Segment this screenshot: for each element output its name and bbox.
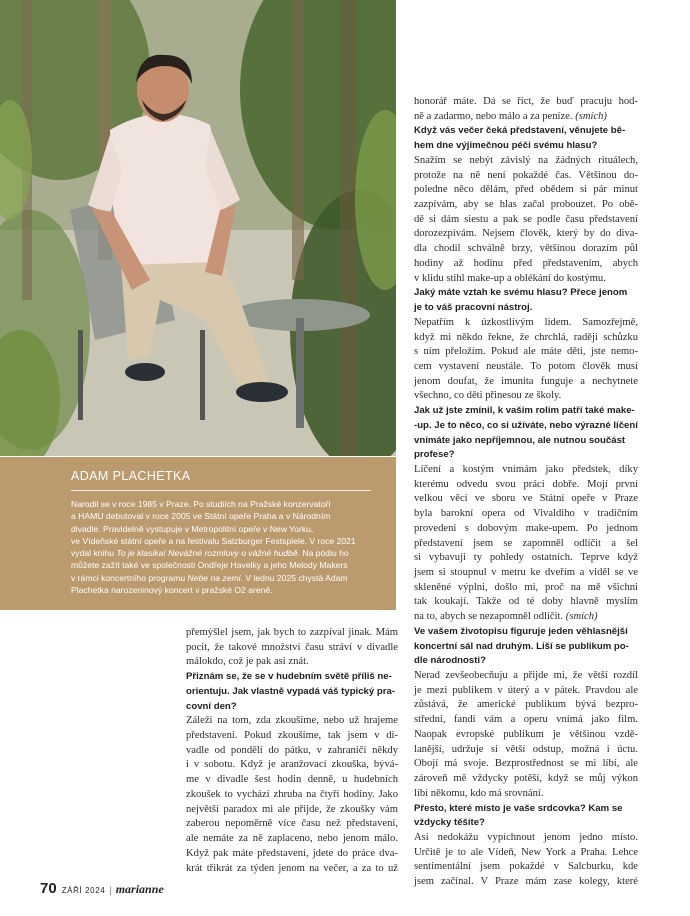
answer-line: Líčení a kostým vnímám jako předstek, díky: [414, 463, 638, 475]
answer-line: když mi někdo řekne, že chrchlá, raději schůzku: [414, 331, 638, 343]
answer-line: Naopak evropské publikum je většinou vzdě-: [414, 728, 638, 740]
question-line: dle národnosti?: [414, 655, 486, 667]
answer-line: zároveň mě vždycky potěší, když se můj výkon: [414, 773, 638, 785]
answer-line: hodiny až hodinu před představením, abych: [414, 257, 638, 269]
answer-line: provedení s dobovým make-upem. Po jednom: [414, 522, 638, 534]
question-line: profese?: [414, 449, 455, 461]
question-line: vnímáte jako nepříjemnou, ale nutnou součást: [414, 434, 626, 446]
answer-line: představení. Pokud zkoušíme, tak jsem v di-: [186, 730, 398, 742]
answer-line: Snažím se nebýt závislý na žádných rituálech,: [414, 154, 638, 166]
answer-line: představení jsem se zapomněl odlíčit a šel: [414, 537, 638, 549]
bio-text: [71, 498, 380, 596]
answer-line: Nerad zevšeobecňuju a přijde mi, že větší rozdíl: [414, 670, 638, 682]
page-number: 70: [40, 880, 57, 897]
answer-line: sentimentální jsem pokaždé v Salcburku, kde: [414, 861, 638, 873]
answer-line: největší paradox mi ale přijde, že zkoušky vám: [186, 803, 398, 815]
answer-line: ale nemáte za ně zaplaceno, nebo jenom málo.: [186, 833, 398, 845]
question-line: vždycky těšíte?: [414, 817, 485, 829]
page-footer: [40, 880, 164, 900]
issue-date: ZÁŘÍ 2024: [61, 886, 106, 895]
answer-line: dě si dám siestu a pak se podle času představení: [414, 213, 638, 225]
answer-line: je mezi publikem v úterý a v pátek. Pravdou ale: [414, 684, 638, 696]
bio-line: a HAMU debutoval v roce 2005 ve Státní opeře Praha a v Národním: [71, 511, 331, 522]
magazine-logo: marianne: [115, 882, 164, 896]
answer-line: cem vystavení neustále. To potom člověk musí: [414, 360, 638, 372]
answer-line: poledne něco dělám, před obědem si pár minut: [414, 184, 638, 196]
answer-line: jsem si stoupnul v metru ke dveřím a viděl se ve: [414, 567, 638, 578]
answer-line: jenom doufat, že imunita funguje a nechytnete: [414, 375, 638, 387]
question-line: Jak už jste zmínil, k vašim rolím patří také make-: [414, 405, 635, 417]
answer-line: Záleží na tom, zda zkoušíme, nebo už hrajeme: [186, 715, 398, 727]
answer-line: s ním přeložím. Pokud ale máte děti, jste nemo-: [414, 346, 638, 358]
answer-line: vadle od pondělí do pátku, v zahraničí někdy: [186, 744, 398, 756]
answer-line: i v sobotu. Když je aranžovací zkouška, bývá-: [186, 759, 398, 771]
answer-line: jsem začínal. V Praze mám zase kolegy, které: [414, 876, 638, 888]
bio-line: Narodil se v roce 1985 v Praze. Po studiích na Pražské konzervatoři: [71, 499, 331, 509]
answer-line: ně a zadarmo, nebo málo a za peníze. (smích): [414, 110, 607, 122]
answer-line: Obojí má svoje. Bezprostřednost se mi líbí, ale: [414, 758, 638, 770]
bio-box: [0, 457, 396, 610]
answer-line: málokdo, což je pak asi znát.: [186, 656, 309, 668]
question-line: koncertní sál nad druhým. Liší se publikum po-: [414, 640, 629, 652]
answer-line: líbí někomu, kdo má srovnání.: [414, 787, 544, 799]
bio-line: můžete zažít také ve společnosti Ondřeje Havelky a jeho Melody Makers: [71, 560, 348, 571]
question-line: Jaký máte vztah ke svému hlasu? Přece jenom: [414, 287, 628, 299]
question-line: covní den?: [186, 700, 237, 712]
answer-line: byla barokní opera od Vivaldiho v tradičním: [414, 508, 638, 520]
answer-line: Nepatřím k úzkostlivým lidem. Samozřejmě,: [414, 316, 638, 328]
question-line: hem dne výjimečnou péči svému hlasu?: [414, 140, 598, 152]
answer-line: velkou věcí ve sboru ve Státní opeře v Praze: [414, 493, 638, 505]
bio-line: Plachetka narozeninový koncert v pražské O2 areně.: [71, 585, 273, 596]
answer-line: kterému odvedu svou práci dobře. Mojí první: [414, 478, 638, 490]
answer-line: pocit, že takové množství času stráví v divadle: [186, 641, 398, 653]
answer-line: přemýšlel jsem, jak bych to zazpíval jinak. Mám: [186, 627, 398, 638]
answer-line: v klidu stihl make-up a oblékání do kostýmu.: [414, 272, 606, 284]
portrait-photo: [0, 0, 396, 456]
bio-line: ve Vídeňské státní opeře a na festivalu Salzburger Festspiele. V roce 2021: [71, 535, 356, 546]
answer-line: me v divadle šest hodin denně, u hudebních: [186, 774, 398, 786]
answer-line: dla chodil schválně brzy, většinou dorazím půl: [414, 243, 638, 255]
footer-separator: |: [109, 885, 112, 895]
answer-line: lanější, udržuje si větší odstup, možná i úctu.: [414, 743, 638, 755]
answer-line: honorář máte. Dá se říct, že buď pracuju hod-: [414, 96, 638, 107]
answer-line: Asi nedokážu vypíchnout jenom jedno místo.: [414, 831, 638, 843]
answer-line: si vybavuji ty pohledy ostatních. Teprve když: [414, 552, 638, 564]
question-line: Přiznám se, že se v hudebním světě příliš ne-: [186, 671, 392, 683]
article-column-left: [186, 626, 398, 876]
answer-line: všechno, co děti přinesou ze školy.: [414, 390, 562, 402]
article-column-right: [414, 95, 638, 890]
question-line: je to váš pracovní nástroj.: [414, 302, 533, 314]
question-line: -up. Je to něco, co si užíváte, nebo výrazné líčení: [414, 419, 638, 431]
bio-line: v rámci koncertního programu Nebe na zemi. V lednu 2025 chystá Adam: [71, 572, 348, 583]
answer-line: tak koukají. Takže od té doby hlavně myslím: [414, 596, 638, 608]
answer-line: střední, fandí vám a operu vnímá jako film.: [414, 714, 638, 726]
bio-line: divadle. Pravidelně vystupuje v Metropolitní opeře v New Yorku,: [71, 523, 314, 534]
answer-line: krát třikrát za týden jenom na večer, a za to už: [186, 862, 398, 874]
answer-line: zůstává, že americké publikum bývá bezpro-: [414, 699, 638, 711]
answer-line: Určitě je to ale Vídeň, New York a Praha. Lehce: [414, 846, 638, 858]
answer-line: Když pak máte představení, jdete do práce dva-: [186, 847, 398, 859]
answer-line: zazpívám, aby se hlas začal probouzet. Po obě-: [414, 199, 638, 211]
answer-line: dorozezpívám. Nejsem člověk, který by do diva-: [414, 228, 638, 240]
answer-line: zkoušek to vychází zhruba na čtyři hodiny. Jako: [186, 788, 398, 800]
photo-illustration: [0, 0, 396, 456]
answer-line: protože na ně není pokaždé čas. Většinou do-: [414, 169, 638, 181]
question-line: Když vás večer čeká představení, věnujete bě-: [414, 125, 626, 137]
question-line: orientuju. Jak vlastně vypadá váš typický pra-: [186, 685, 396, 697]
bio-name: ADAM PLACHETKA: [71, 469, 191, 483]
question-line: Přesto, které místo je vaše srdcovka? Kam se: [414, 802, 623, 814]
bio-line: vydal knihu To je klasika! Nevážné rozmluvy o vážné hudbě. Na pódiu ho: [71, 548, 349, 559]
answer-line: zaberou nepoměrně více času než představení,: [186, 818, 398, 830]
answer-line: skleněné výplni, došlo mi, proč na mě všichni: [414, 581, 638, 593]
answer-line: na to, abych se nezapomněl odlíčit. (smích): [414, 611, 598, 623]
bio-divider: [71, 490, 371, 491]
question-line: Ve vašem životopisu figuruje jeden věhlasnější: [414, 625, 628, 637]
